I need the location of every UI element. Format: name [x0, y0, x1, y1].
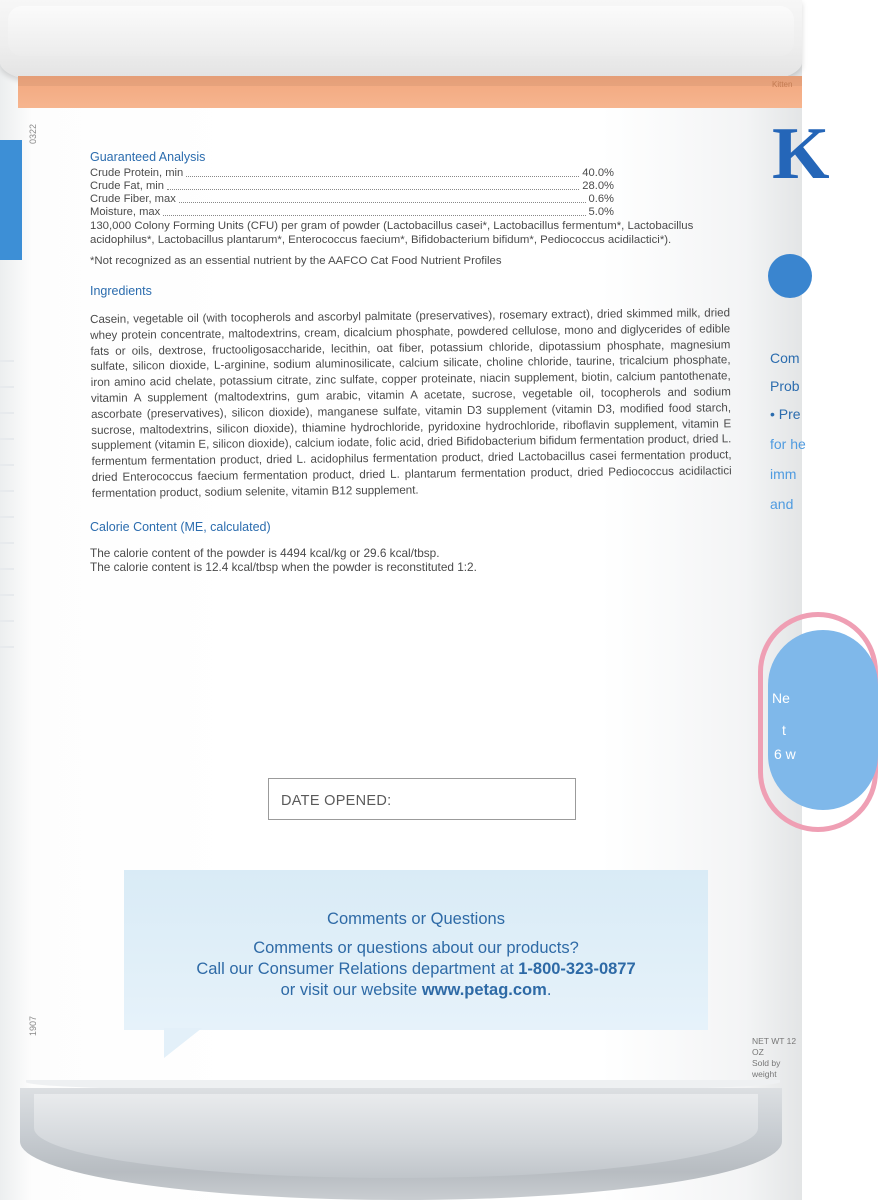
orange-band: [18, 76, 802, 108]
side-text-3: • Pre: [770, 406, 801, 422]
nutrition-label: [90, 150, 730, 575]
lot-code-top: 0322: [28, 124, 38, 145]
side-text-5: imm: [770, 466, 797, 482]
aafco-footnote: *Not recognized as an essential nutrient by the AAFCO Cat Food Nutrient Profiles: [90, 254, 502, 267]
ga-row: Crude Protein, min 40.0%: [90, 167, 614, 179]
comments-heading: Comments or Questions: [327, 910, 505, 928]
guaranteed-analysis-table: [90, 167, 614, 219]
website-link[interactable]: www.petag.com: [421, 981, 547, 999]
net-weight: NET WT 12 OZ Sold by weight: [752, 1036, 797, 1079]
badge-text-1: Ne: [772, 690, 790, 706]
badge-text-3: 6 w: [774, 746, 796, 762]
calorie-line-2: The calorie content is 12.4 kcal/tbsp when the powder is reconstituted 1:2.: [90, 560, 477, 575]
orange-band-text: Kitten: [772, 80, 793, 89]
cfu-text: 130,000 Colony Forming Units (CFU) per gram of powder (Lactobacillus casei*, Lactobacillus fermentum*, Lactobacillus acidophilus*, Lactobacillus plantarum*, Enterococcus faecium*, Bifidobacterium bifidum*, Pediococcus acidilactici*).: [90, 220, 694, 247]
date-opened-label: DATE OPENED:: [281, 793, 392, 809]
left-blue-stripe: [0, 140, 22, 260]
brand-logo-letter: K: [772, 113, 830, 195]
can-lid: [0, 0, 802, 80]
comments-body: [124, 938, 708, 1001]
ingredients-heading: Ingredients: [90, 284, 152, 299]
comments-line-1: Comments or questions about our products?: [253, 939, 579, 957]
ga-row: Crude Fiber, max 0.6%: [90, 193, 614, 205]
date-opened-box[interactable]: [268, 778, 576, 820]
comments-line-2: Call our Consumer Relations department at 1-800-323-0877: [196, 960, 636, 978]
side-text-4: for he: [770, 436, 806, 452]
bubble-tail: [164, 1028, 202, 1058]
badge-text-2: t: [782, 722, 786, 738]
side-text-2: Prob: [770, 378, 800, 394]
calorie-heading: Calorie Content (ME, calculated): [90, 519, 271, 534]
brand-badge-icon: [768, 254, 812, 298]
lot-code-bottom: 1907: [28, 1016, 38, 1037]
calorie-line-1: The calorie content of the powder is 4494 kcal/kg or 29.6 kcal/tbsp.: [90, 545, 440, 560]
side-text-6: and: [770, 496, 794, 512]
blue-badge: [768, 630, 878, 810]
ingredients-text: Casein, vegetable oil (with tocopherols and ascorbyl palmitate (preservatives), rosemary extract), dried skimmed milk, dried whey protein concentrate, maltodextrins, cream, dicalcium phosphate, powdered cellulose, mono and diglycerides of edible fats or oils, dextrose, fructooligosaccharide, lecithin, oat fiber, potassium chloride, dipotassium phosphate, magnesium sulfate, silicon dioxide, L-arginine, sodium aluminosilicate, calcium silicate, choline chloride, taurine, tricalcium phosphate, iron amino acid chelate, potassium citrate, zinc sulfate, copper proteinate, niacin supplement, biotin, calcium pantothenate, vitamin A supplement (maltodextrins, gum arabic, vitamin A acetate, sucrose, vegetable oil, tocopherols and sodium ascorbate (preservatives), silicon dioxide), manganese sulfate, vitamin D3 supplement (vitamin D3, modified food starch, sucrose, maltodextrins, silicon dioxide), thiamine hydrochloride, pyridoxine hydrochloride, riboflavin supplement, vitamin E supplement (vitamin E, silicon dioxide), calcium iodate, folic acid, dried Bifidobacterium bifidum fermentation product, dried L. fermentum fermentation product, dried L. acidophilus fermentation product, dried Lactobacillus casei fermentation product, dried Enterococcus faecium fermentation product, dried L. plantarum fermentation product, dried Pediococcus acidilactici fermentation product, sodium selenite, vitamin B12 supplement.: [90, 306, 732, 500]
left-marks: [0, 360, 18, 740]
ga-row: Crude Fat, min 28.0%: [90, 180, 614, 192]
lid-rim: [8, 6, 794, 56]
comments-line-3: or visit our website www.petag.com.: [280, 981, 552, 999]
comments-bubble: [124, 870, 708, 1030]
phone-number[interactable]: 1-800-323-0877: [518, 960, 636, 978]
guaranteed-analysis-heading: Guaranteed Analysis: [90, 150, 206, 164]
side-text-1: Com: [770, 350, 800, 366]
ga-row: Moisture, max 5.0%: [90, 206, 614, 218]
